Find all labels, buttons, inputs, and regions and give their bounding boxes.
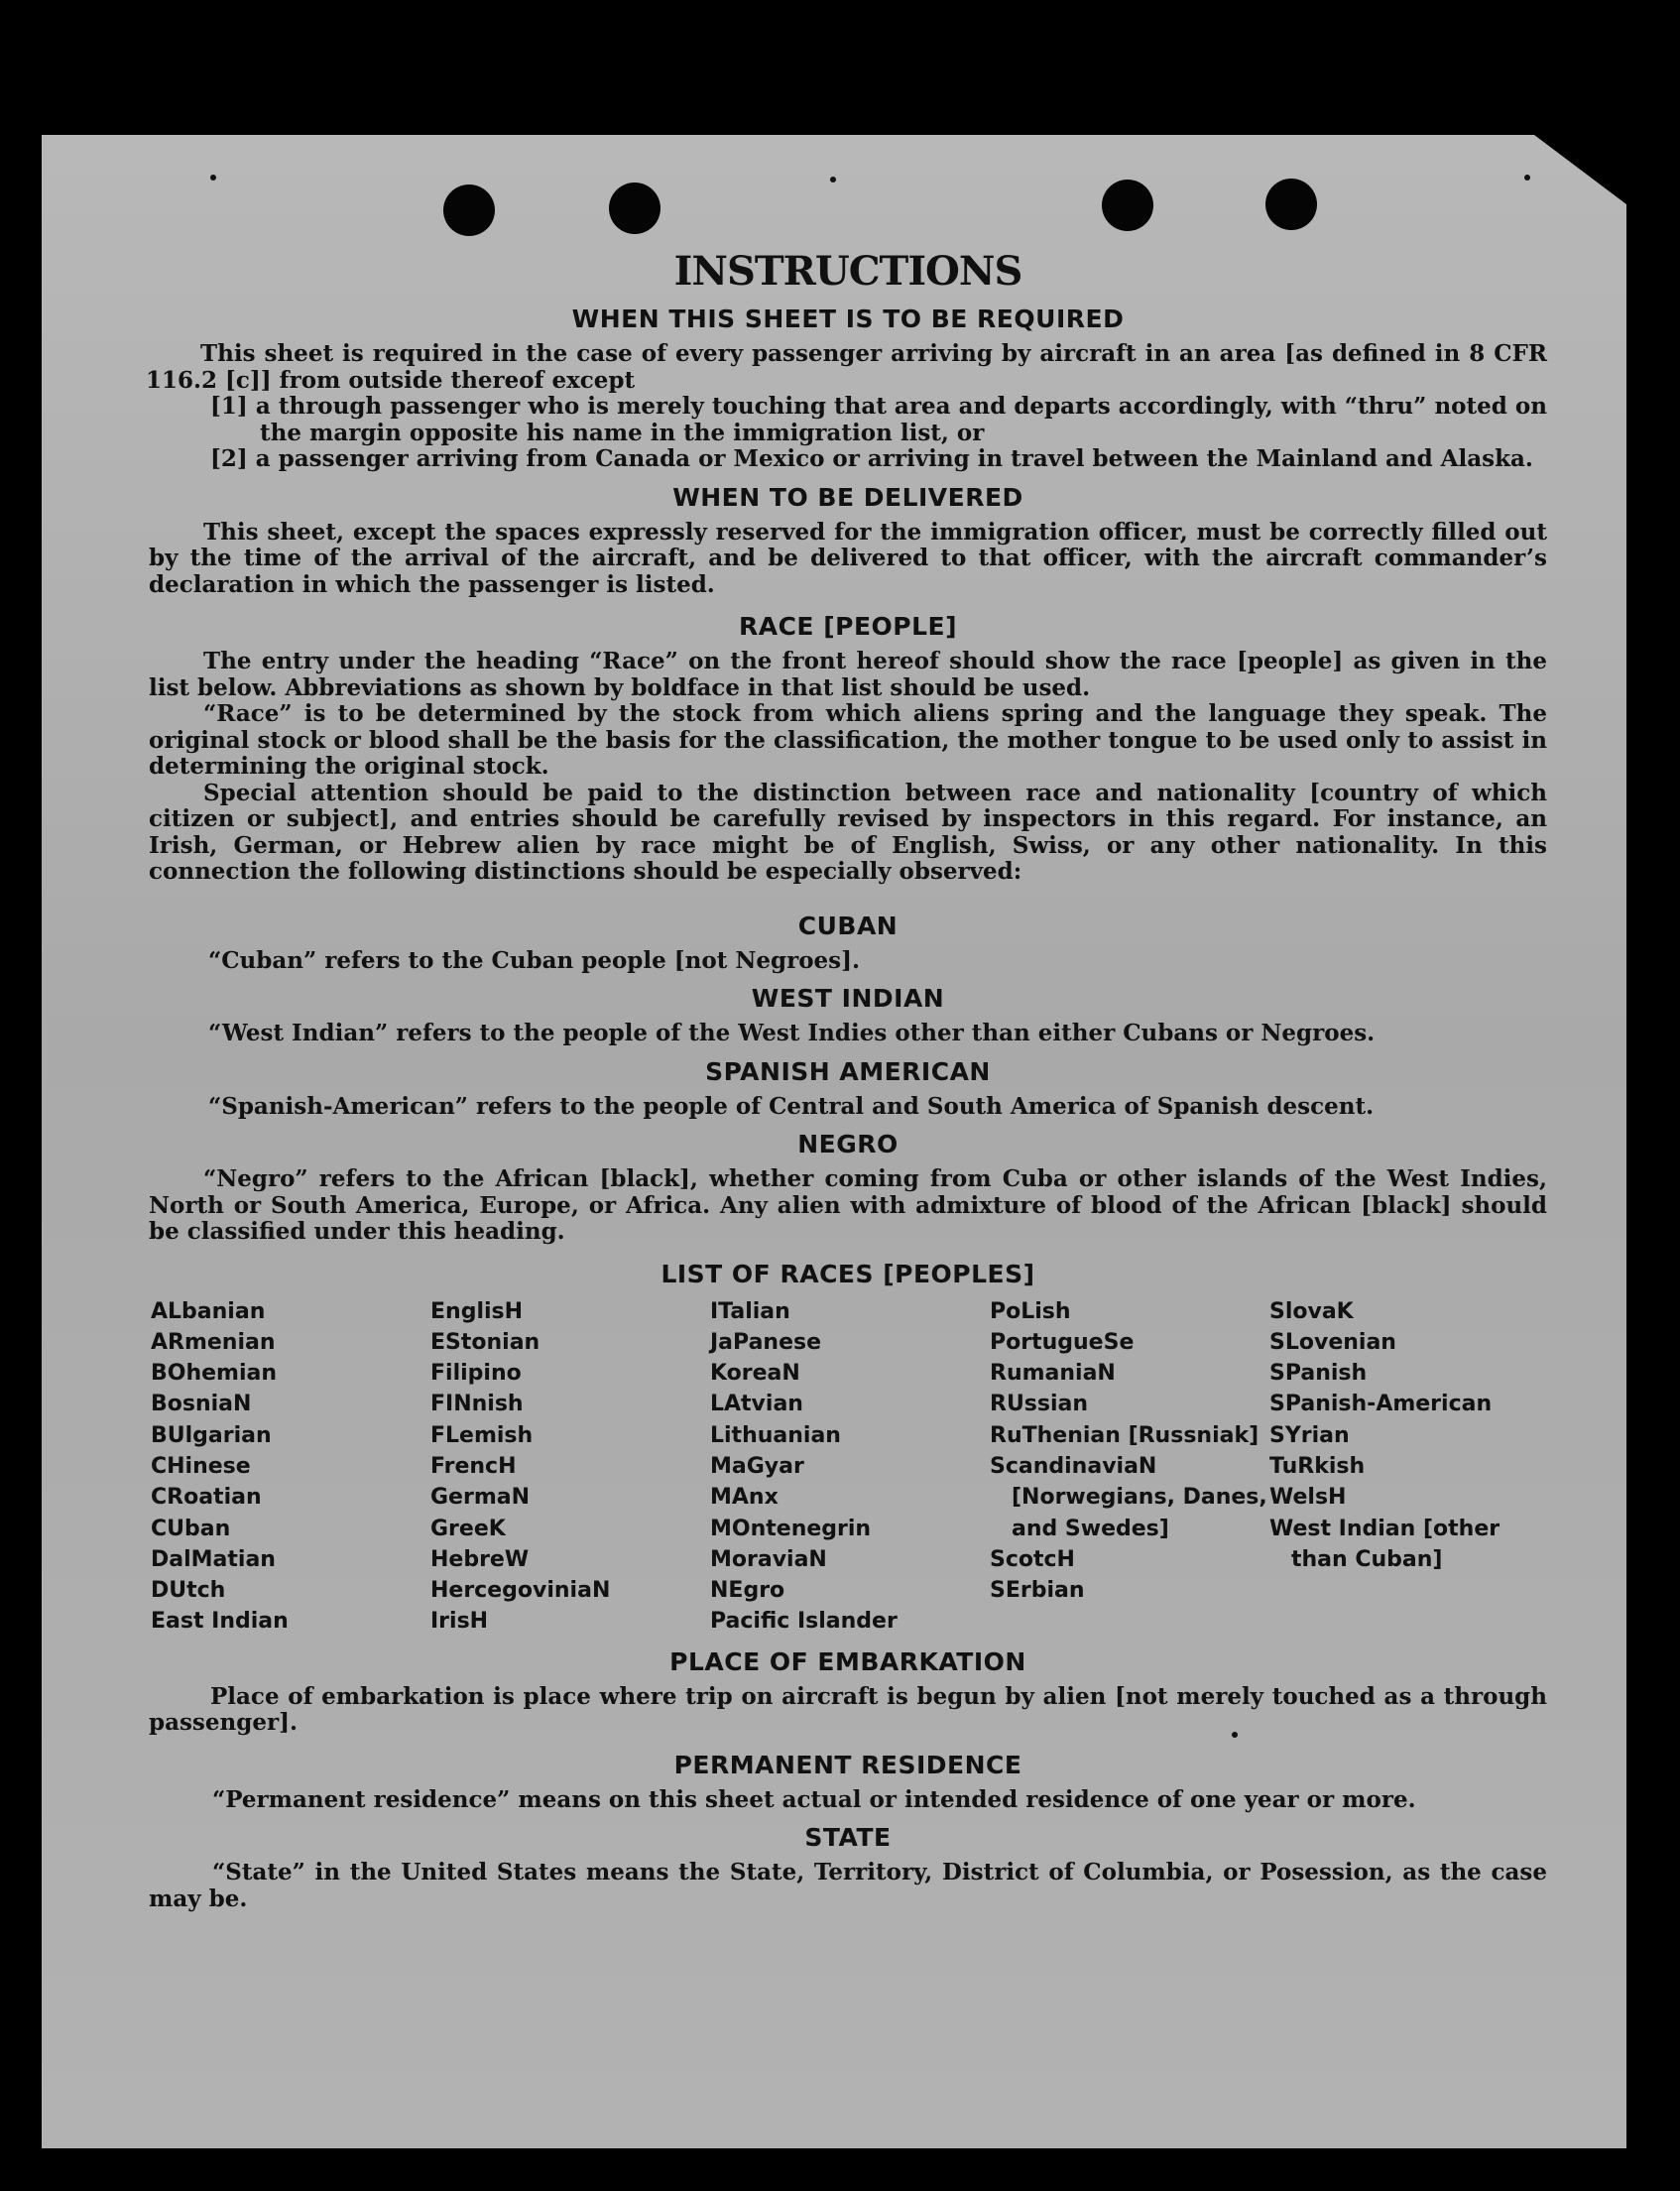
heading-when-required: WHEN THIS SHEET IS TO BE REQUIRED <box>571 304 1125 333</box>
race-entry: PortugueSe <box>990 1329 1135 1355</box>
race-entry: East Indian <box>151 1609 289 1635</box>
race-paragraph-2: “Race” is to be determined by the stock from which aliens spring and the language they speak. The original stock or blood shall be the basis for the classification, the mother tongue to be used only to assist in determining the original stock. <box>149 700 1547 780</box>
races-column <box>151 1296 430 1638</box>
race-entry: BUlgarian <box>151 1422 272 1448</box>
exception-item-1: [1] a through passenger who is merely touching that area and departs accordingly, with “thru” noted on the margin opposite his name in the immigration list, or <box>210 393 1547 446</box>
speck <box>830 177 836 183</box>
race-entry: MaGyar <box>710 1453 804 1479</box>
races-table <box>151 1296 1547 1638</box>
race-entry: MOntenegrin <box>710 1516 872 1541</box>
speck <box>1524 175 1530 181</box>
race-entry: HercegoviniaN <box>430 1578 611 1604</box>
when-delivered-text: This sheet, except the spaces expressly reserved for the immigration officer, must be correctly filled out by the time of the arrival of the aircraft, and be delivered to that officer, with the aircraft commander’s declaration in which the passenger is listed. <box>149 518 1547 598</box>
punch-hole <box>1265 179 1317 230</box>
west-indian-definition: “West Indian” refers to the people of the West Indies other than either Cubans or Negroes. <box>208 1020 1376 1046</box>
page-title: INSTRUCTIONS <box>673 248 1022 295</box>
race-paragraph-3: Special attention should be paid to the distinction between race and nationality [country of which citizen or subject], and entries should be carefully revised by inspectors in this regard. For instance, an Irish, German, or Hebrew alien by race might be of English, Swiss, or any other nationality. In this connection the following distinctions should be especially observed: <box>149 779 1547 885</box>
races-column <box>990 1296 1269 1638</box>
heading-cuban: CUBAN <box>797 911 899 940</box>
race-entry: GreeK <box>430 1516 506 1541</box>
heading-race: RACE [PEOPLE] <box>738 612 958 641</box>
heading-permanent-residence: PERMANENT RESIDENCE <box>673 1750 1022 1779</box>
race-entry: RumaniaN <box>990 1361 1116 1387</box>
state-definition: “State” in the United States means the State, Territory, District of Columbia, or Posession, as the case may be. <box>149 1859 1547 1912</box>
race-entry: PoLish <box>990 1298 1071 1324</box>
instructions-body <box>146 248 1547 1912</box>
race-entry: LAtvian <box>710 1392 803 1417</box>
residence-definition: “Permanent residence” means on this sheet actual or intended residence of one year or more. <box>212 1785 1416 1813</box>
race-entry: SPanish <box>1269 1361 1368 1387</box>
races-column <box>710 1296 990 1638</box>
races-column <box>430 1296 710 1638</box>
races-column <box>1269 1296 1549 1638</box>
race-entry: HebreW <box>430 1546 530 1572</box>
negro-definition: “Negro” refers to the African [black], whether coming from Cuba or other islands of the West Indies, North or South America, Europe, or Africa. Any alien with admixture of blood of the African [black] should be classified under this heading. <box>149 1165 1547 1245</box>
spanish-american-definition: “Spanish-American” refers to the people of Central and South America of Spanish descent. <box>208 1092 1375 1120</box>
race-entry: DUtch <box>151 1578 226 1604</box>
race-entry: SErbian <box>990 1578 1085 1604</box>
race-entry: SLovenian <box>1269 1329 1396 1355</box>
heading-list-of-races: LIST OF RACES [PEOPLES] <box>660 1259 1035 1288</box>
race-entry: BosniaN <box>151 1392 252 1417</box>
punch-hole <box>443 184 495 236</box>
race-entry: EStonian <box>430 1329 540 1355</box>
race-entry: IrisH <box>430 1609 489 1635</box>
race-entry: MAnx <box>710 1485 779 1511</box>
race-entry: ALbanian <box>151 1298 266 1324</box>
race-entry: ITalian <box>710 1298 790 1324</box>
race-entry: WelsH <box>1269 1485 1347 1511</box>
race-entry: CHinese <box>151 1453 251 1479</box>
heading-negro: NEGRO <box>797 1130 899 1158</box>
speck <box>210 175 216 181</box>
race-entry: DalMatian <box>151 1546 276 1572</box>
race-entry: RuThenian [Russniak] <box>990 1422 1260 1448</box>
heading-state: STATE <box>804 1823 892 1853</box>
race-entry: Lithuanian <box>710 1422 841 1448</box>
exception-item-2: [2] a passenger arriving from Canada or Mexico or arriving in travel between the Mainland and Alaska. <box>210 445 1533 472</box>
race-entry: EnglisH <box>430 1298 524 1324</box>
race-entry: FINnish <box>430 1392 524 1417</box>
race-entry: ScandinaviaN [Norwegians, Danes, and Swedes] <box>990 1453 1267 1541</box>
cuban-definition: “Cuban” refers to the Cuban people [not Negroes]. <box>208 946 861 974</box>
race-entry: CRoatian <box>151 1485 262 1511</box>
race-entry: ScotcH <box>990 1546 1075 1572</box>
race-entry: West Indian [other than Cuban] <box>1269 1516 1500 1572</box>
race-entry: FLemish <box>430 1422 534 1448</box>
embarkation-definition: Place of embarkation is place where trip on aircraft is begun by alien [not merely touched as a through passenger]. <box>149 1682 1547 1737</box>
race-entry: GermaN <box>430 1485 531 1511</box>
race-paragraph-1: The entry under the heading “Race” on the front hereof should show the race [people] as given in the list below. Abbreviations as shown by boldface in that list should be used. <box>149 648 1547 701</box>
heading-when-delivered: WHEN TO BE DELIVERED <box>672 482 1023 512</box>
heading-west-indian: WEST INDIAN <box>751 984 945 1013</box>
punch-hole <box>609 183 660 234</box>
race-entry: MoraviaN <box>710 1546 827 1572</box>
race-entry: CUban <box>151 1516 231 1541</box>
race-entry: Pacific Islander <box>710 1609 898 1635</box>
race-entry: BOhemian <box>151 1361 278 1387</box>
heading-spanish-american: SPANISH AMERICAN <box>705 1056 991 1086</box>
race-entry: Filipino <box>430 1361 522 1387</box>
race-entry: NEgro <box>710 1578 785 1604</box>
race-entry: TuRkish <box>1269 1453 1366 1479</box>
punch-hole <box>1102 180 1153 231</box>
race-entry: ARmenian <box>151 1329 276 1355</box>
race-entry: JaPanese <box>710 1329 822 1355</box>
race-entry: SPanish-American <box>1269 1392 1493 1417</box>
race-entry: FrencH <box>430 1453 517 1479</box>
race-entry: SYrian <box>1269 1422 1350 1448</box>
race-entry: RUssian <box>990 1392 1089 1417</box>
when-required-intro: This sheet is required in the case of every passenger arriving by aircraft in an area [as defined in 8 CFR 116.2 [c]] from outside thereof except <box>146 340 1547 394</box>
race-entry: KoreaN <box>710 1361 800 1387</box>
heading-place-of-embarkation: PLACE OF EMBARKATION <box>669 1646 1026 1676</box>
race-entry: SlovaK <box>1269 1298 1354 1324</box>
